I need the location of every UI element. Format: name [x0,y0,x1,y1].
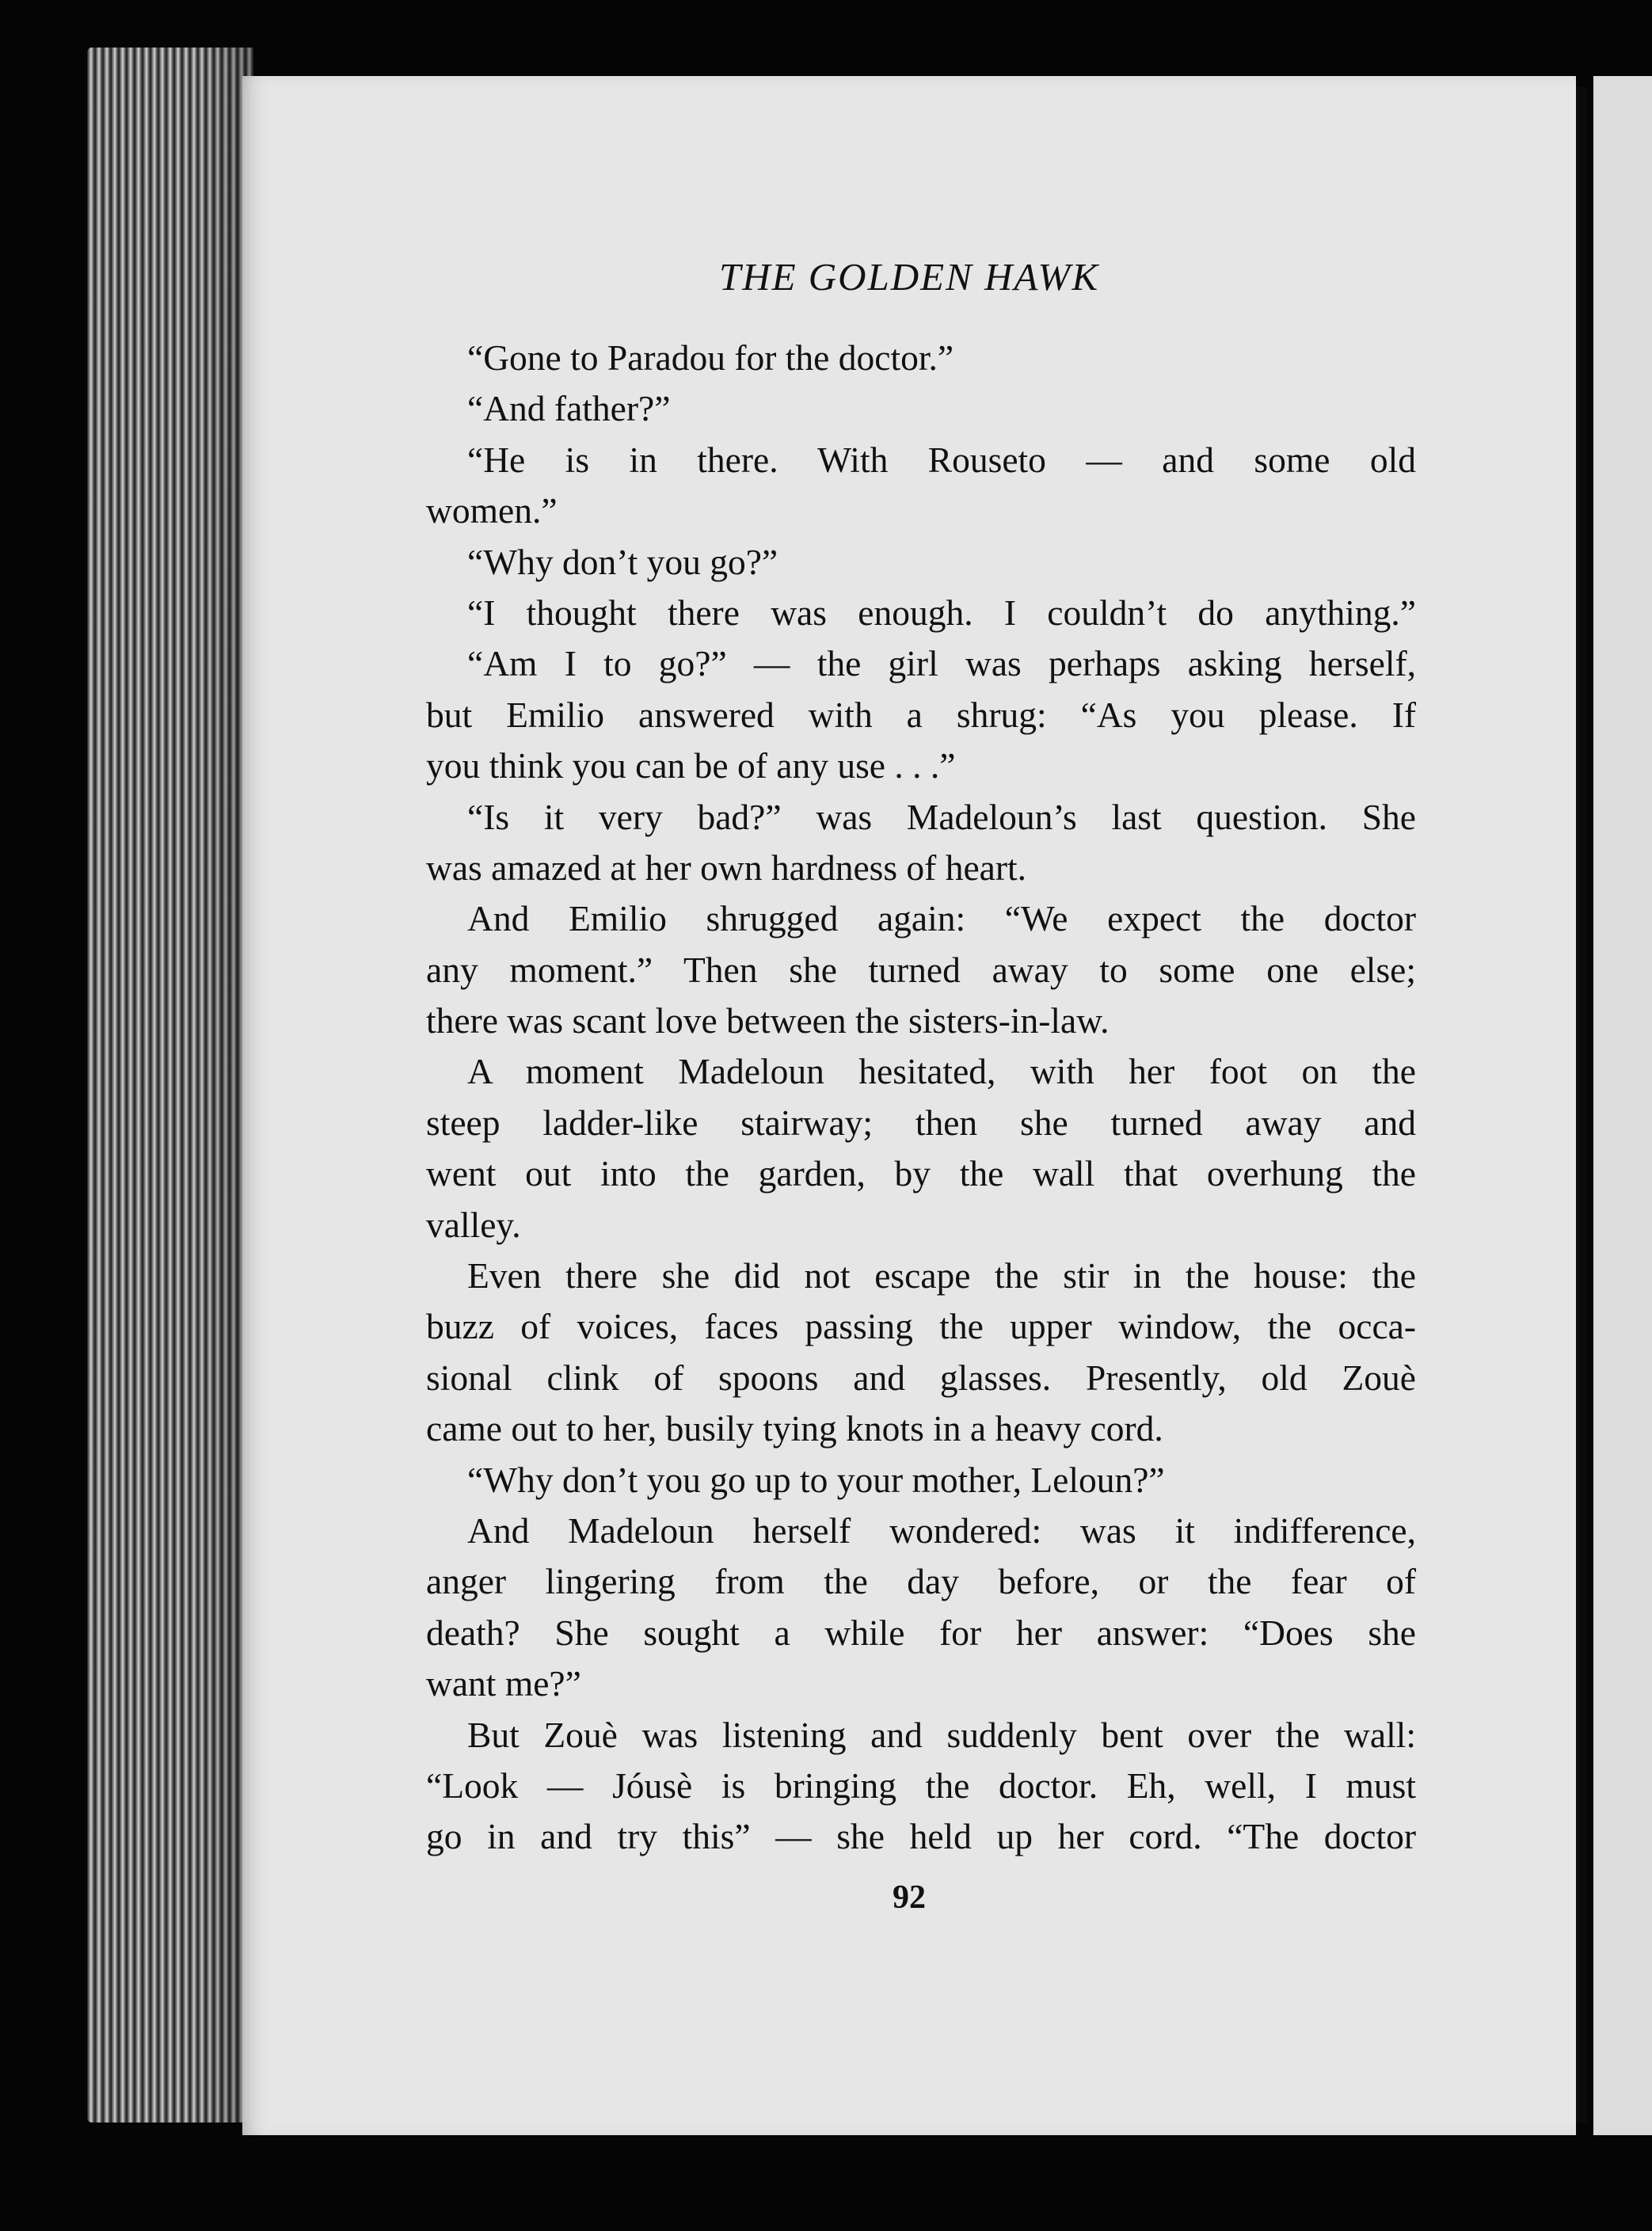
text-line: anger lingering from the day before, or the fear of [426,1561,1416,1602]
text-line: “Gone to Paradou for the doctor.” [467,337,954,378]
text-line: buzz of voices, faces passing the upper window, the occa- [426,1306,1416,1347]
text-line: But Zouè was listening and suddenly bent over the wall: [467,1714,1416,1755]
gutter-shadow [1576,87,1587,2122]
text-line: but Emilio answered with a shrug: “As you please. If [426,694,1416,735]
text-line: was amazed at her own hardness of heart. [426,847,1027,888]
text-line: “Look — Jóusè is bringing the doctor. Eh, well, I must [426,1765,1416,1806]
running-head: THE GOLDEN HAWK [718,255,1100,299]
text-line: any moment.” Then she turned away to some one else; [426,949,1416,990]
body-text [426,333,1416,1863]
text-line: “Am I to go?” — the girl was perhaps asking herself, [467,643,1416,684]
text-line: death? She sought a while for her answer: “Does she [426,1612,1416,1653]
text-line: “He is in there. With Rouseto — and some old [467,439,1416,480]
text-line: “Why don’t you go up to your mother, Leloun?” [467,1459,1165,1500]
text-line: women.” [426,490,558,531]
text-line: “And father?” [467,388,671,429]
text-line: you think you can be of any use . . .” [426,745,956,786]
text-line: And Emilio shrugged again: “We expect the doctor [467,898,1416,939]
text-line: want me?” [426,1663,581,1704]
text-line: valley. [426,1204,521,1245]
text-line: go in and try this” — she held up her cord. “The doctor [426,1816,1416,1857]
text-line: “I thought there was enough. I couldn’t do anything.” [467,592,1416,633]
text-line: went out into the garden, by the wall that overhung the [426,1153,1416,1194]
text-line: A moment Madeloun hesitated, with her foot on the [467,1051,1416,1092]
text-line: there was scant love between the sisters-in-law. [426,1000,1110,1041]
text-line: And Madeloun herself wondered: was it indifference, [467,1510,1416,1551]
text-line: “Why don’t you go?” [467,541,778,582]
text-line: steep ladder-like stairway; then she turned away and [426,1102,1416,1143]
text-line: Even there she did not escape the stir in the house: the [467,1255,1416,1296]
text-line: came out to her, busily tying knots in a heavy cord. [426,1408,1163,1449]
page-number: 92 [893,1879,926,1916]
text-line: sional clink of spoons and glasses. Presently, old Zouè [426,1357,1416,1398]
facing-page-edge [1593,76,1652,2135]
text-line: “Is it very bad?” was Madeloun’s last question. She [467,796,1416,837]
